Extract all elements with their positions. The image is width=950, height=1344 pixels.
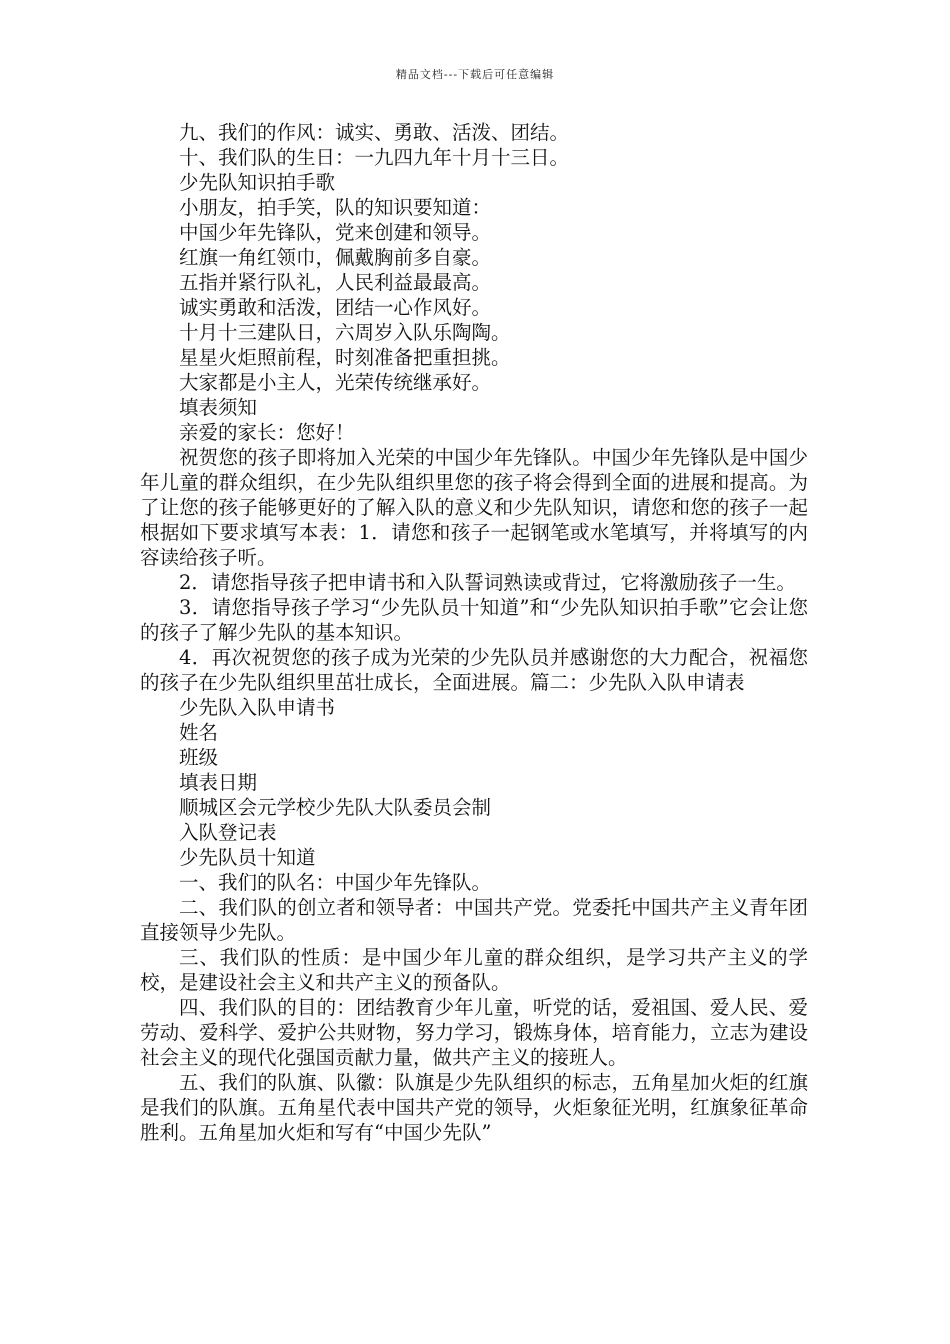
paragraph: 红旗一角红领巾，佩戴胸前多自豪。: [179, 246, 492, 269]
document-body: [140, 120, 808, 1145]
paragraph: 少先队知识拍手歌: [179, 171, 336, 194]
paragraph: 少先队员十知道: [179, 846, 316, 869]
paragraph: 3．请您指导孩子学习“少先队员十知道”和“少先队知识拍手歌”它会让您的孩子了解少先队的基本知识。: [140, 596, 808, 644]
paragraph: 入队登记表: [179, 821, 277, 844]
paragraph: 星星火炬照前程，时刻准备把重担挑。: [179, 346, 511, 369]
paragraph: 祝贺您的孩子即将加入光荣的中国少年先锋队。中国少年先锋队是中国少年儿童的群众组织，在少先队组织里您的孩子将会得到全面的进展和提高。为了让您的孩子能够更好的了解入队的意义和少先队知识，请您和您的孩子一起根据如下要求填写本表：1．请您和孩子一起钢笔或水笔填写，并将填写的内容读给孩子听。: [140, 446, 808, 569]
paragraph: 一、我们的队名：中国少年先锋队。: [179, 871, 492, 894]
paragraph: 亲爱的家长：您好！: [179, 421, 355, 444]
paragraph: 十、我们队的生日：一九四九年十月十三日。: [179, 146, 570, 169]
paragraph: 大家都是小主人，光荣传统继承好。: [179, 371, 492, 394]
paragraph: 九、我们的作风：诚实、勇敢、活泼、团结。: [179, 121, 570, 144]
paragraph: 小朋友，拍手笑，队的知识要知道：: [179, 196, 492, 219]
paragraph: 二、我们队的创立者和领导者：中国共产党。党委托中国共产主义青年团直接领导少先队。: [140, 896, 808, 944]
paragraph: 填表日期: [179, 771, 258, 794]
paragraph: 填表须知: [179, 396, 258, 419]
paragraph: 诚实勇敢和活泼，团结一心作风好。: [179, 296, 492, 319]
paragraph: 十月十三建队日，六周岁入队乐陶陶。: [179, 321, 511, 344]
paragraph: 姓名: [179, 721, 219, 744]
paragraph: 少先队入队申请书: [179, 696, 336, 719]
paragraph: 四、我们队的目的：团结教育少年儿童，听党的话，爱祖国、爱人民、爱劳动、爱科学、爱护公共财物，努力学习，锻炼身体，培育能力，立志为建设社会主义的现代化强国贡献力量，做共产主义的接班人。: [140, 996, 808, 1069]
paragraph: 4．再次祝贺您的孩子成为光荣的少先队员并感谢您的大力配合，祝福您的孩子在少先队组织里茁壮成长，全面进展。篇二：少先队入队申请表: [140, 646, 808, 694]
paragraph: 班级: [179, 746, 219, 769]
page-header: 精品文档---下载后可任意编辑: [395, 68, 555, 81]
paragraph: 顺城区会元学校少先队大队委员会制: [179, 796, 492, 819]
paragraph: 五指并紧行队礼，人民利益最最高。: [179, 271, 492, 294]
paragraph: 五、我们的队旗、队徽：队旗是少先队组织的标志，五角星加火炬的红旗是我们的队旗。五角星代表中国共产党的领导，火炬象征光明，红旗象征革命胜利。五角星加火炬和写有“中国少先队”: [140, 1071, 808, 1144]
paragraph: 中国少年先锋队，党来创建和领导。: [179, 221, 492, 244]
paragraph: 三、我们队的性质：是中国少年儿童的群众组织，是学习共产主义的学校，是建设社会主义和共产主义的预备队。: [140, 946, 808, 994]
paragraph: 2．请您指导孩子把申请书和入队誓词熟读或背过，它将激励孩子一生。: [179, 571, 796, 594]
